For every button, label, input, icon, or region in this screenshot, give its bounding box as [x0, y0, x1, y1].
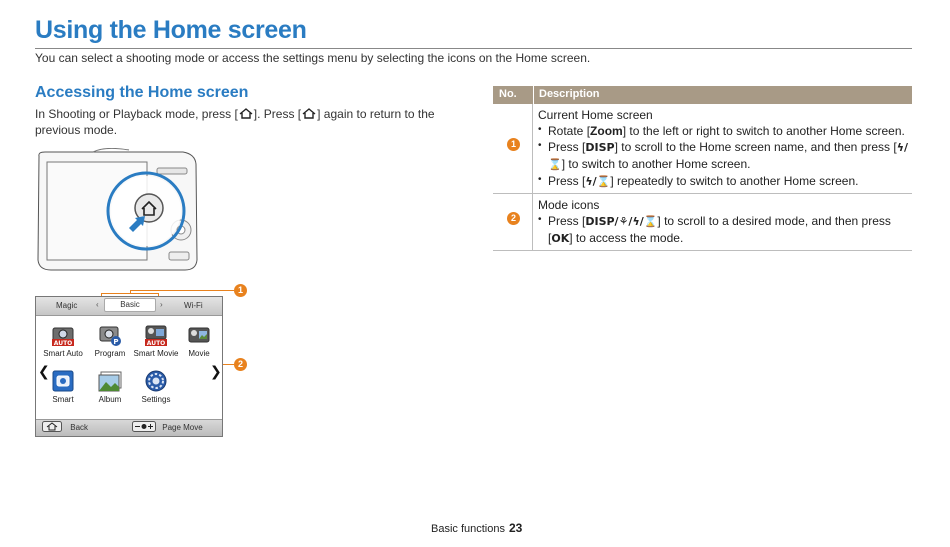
intro-text: You can select a shooting mode or access the settings menu by selecting the icons on the Home screen. — [35, 51, 591, 65]
zoom-lever-icon — [132, 421, 156, 432]
page-move-label: Page Move — [162, 423, 203, 432]
mode-program[interactable] — [87, 323, 133, 359]
mode-label: Program — [94, 349, 126, 358]
mode-smart[interactable] — [40, 369, 86, 405]
movie-icon — [187, 323, 211, 347]
callout-line-1-h — [130, 290, 234, 291]
row-bullet: • Press [DISP/⚘/ϟ/⌛] to scroll to a desired mode, and then press [OK] to access the mode. — [538, 213, 912, 247]
tab-left-arrow-icon: ‹ — [96, 300, 99, 309]
mode-smart-movie[interactable] — [133, 323, 179, 359]
program-icon — [98, 323, 122, 347]
screen-footer-bar — [36, 419, 222, 436]
table-cell-no — [493, 104, 533, 193]
table-cell-description — [538, 194, 912, 250]
table-header-separator — [533, 86, 534, 104]
smart-auto-badge: AUTO — [53, 340, 73, 347]
section-title: Accessing the Home screen — [35, 84, 249, 101]
callout-number-1: 1 — [234, 284, 247, 297]
program-badge: P — [113, 338, 119, 346]
mode-label: Album — [98, 395, 122, 404]
smart-movie-badge: AUTO — [146, 340, 166, 347]
home-screen-preview — [35, 296, 223, 437]
row-bullet: • Press [DISP] to scroll to the Home screen name, and then press [ϟ/⌛] to switch to another Home screen. — [538, 139, 912, 173]
table-row — [493, 194, 912, 251]
row-title: Current Home screen — [538, 108, 653, 122]
screen-prev-arrow-icon[interactable]: ❮ — [38, 363, 50, 379]
mode-movie[interactable] — [176, 323, 222, 359]
footer-page-number: 23 — [508, 521, 523, 535]
row-number-badge: 2 — [507, 212, 520, 225]
flash-timer-keys: ϟ/⌛ — [548, 141, 908, 171]
table-header-description: Description — [539, 88, 600, 100]
description-table — [493, 86, 912, 251]
settings-icon — [144, 369, 168, 393]
section-text-part3: ] again to return to the previous mode. — [35, 107, 435, 137]
tab-basic[interactable]: Basic — [104, 298, 156, 312]
tab-wifi[interactable]: Wi-Fi — [184, 301, 203, 310]
title-rule — [35, 48, 912, 49]
mode-label: Smart — [52, 395, 74, 404]
smart-filter-icon — [51, 369, 75, 393]
row-title: Mode icons — [538, 198, 600, 212]
smart-auto-icon — [51, 323, 75, 347]
table-cell-description — [538, 104, 912, 193]
table-row — [493, 104, 912, 194]
footer-section-name: Basic functions — [431, 523, 505, 535]
disp-macro-flash-timer-keys: DISP/⚘/ϟ/⌛ — [585, 215, 658, 228]
back-label: Back — [70, 423, 89, 432]
disp-key: DISP — [585, 141, 615, 154]
table-header-no: No. — [499, 88, 517, 100]
camera-illustration — [33, 148, 203, 276]
section-text-part2: ]. Press [ — [253, 107, 302, 121]
back-button[interactable] — [42, 421, 88, 432]
row-bullet: • Rotate [Zoom] to the left or right to switch to another Home screen. — [538, 123, 912, 139]
mode-label: Smart Auto — [43, 349, 83, 358]
zoom-key: Zoom — [590, 124, 623, 138]
callout-line-2-h — [222, 364, 234, 365]
mode-album[interactable] — [87, 369, 133, 405]
section-text — [35, 106, 465, 138]
mode-smart-auto[interactable] — [40, 323, 86, 359]
table-cell-no — [493, 194, 533, 250]
mode-settings[interactable] — [133, 369, 179, 405]
page-footer — [431, 521, 522, 535]
section-text-part1: In Shooting or Playback mode, press [ — [35, 107, 238, 121]
home-key-icon — [239, 108, 253, 119]
mode-label: Movie — [188, 349, 210, 358]
mode-label: Smart Movie — [133, 349, 179, 358]
mode-label: Settings — [141, 395, 171, 404]
flash-timer-keys: ϟ/⌛ — [585, 175, 611, 188]
tab-right-arrow-icon: › — [160, 300, 163, 309]
album-icon — [98, 369, 122, 393]
row-number-badge: 1 — [507, 138, 520, 151]
home-key-icon — [42, 421, 62, 432]
ok-key: OK — [551, 232, 570, 245]
page-move-control[interactable] — [132, 421, 203, 432]
page-title: Using the Home screen — [35, 16, 307, 44]
home-key-icon — [302, 108, 316, 119]
screen-tab-bar — [36, 297, 222, 316]
screen-next-arrow-icon[interactable]: ❯ — [210, 363, 222, 379]
row-bullet: • Press [ϟ/⌛] repeatedly to switch to another Home screen. — [538, 173, 912, 190]
table-header-row — [493, 86, 912, 104]
tab-magic[interactable]: Magic — [56, 301, 78, 310]
smart-movie-icon — [144, 323, 168, 347]
callout-number-2: 2 — [234, 358, 247, 371]
